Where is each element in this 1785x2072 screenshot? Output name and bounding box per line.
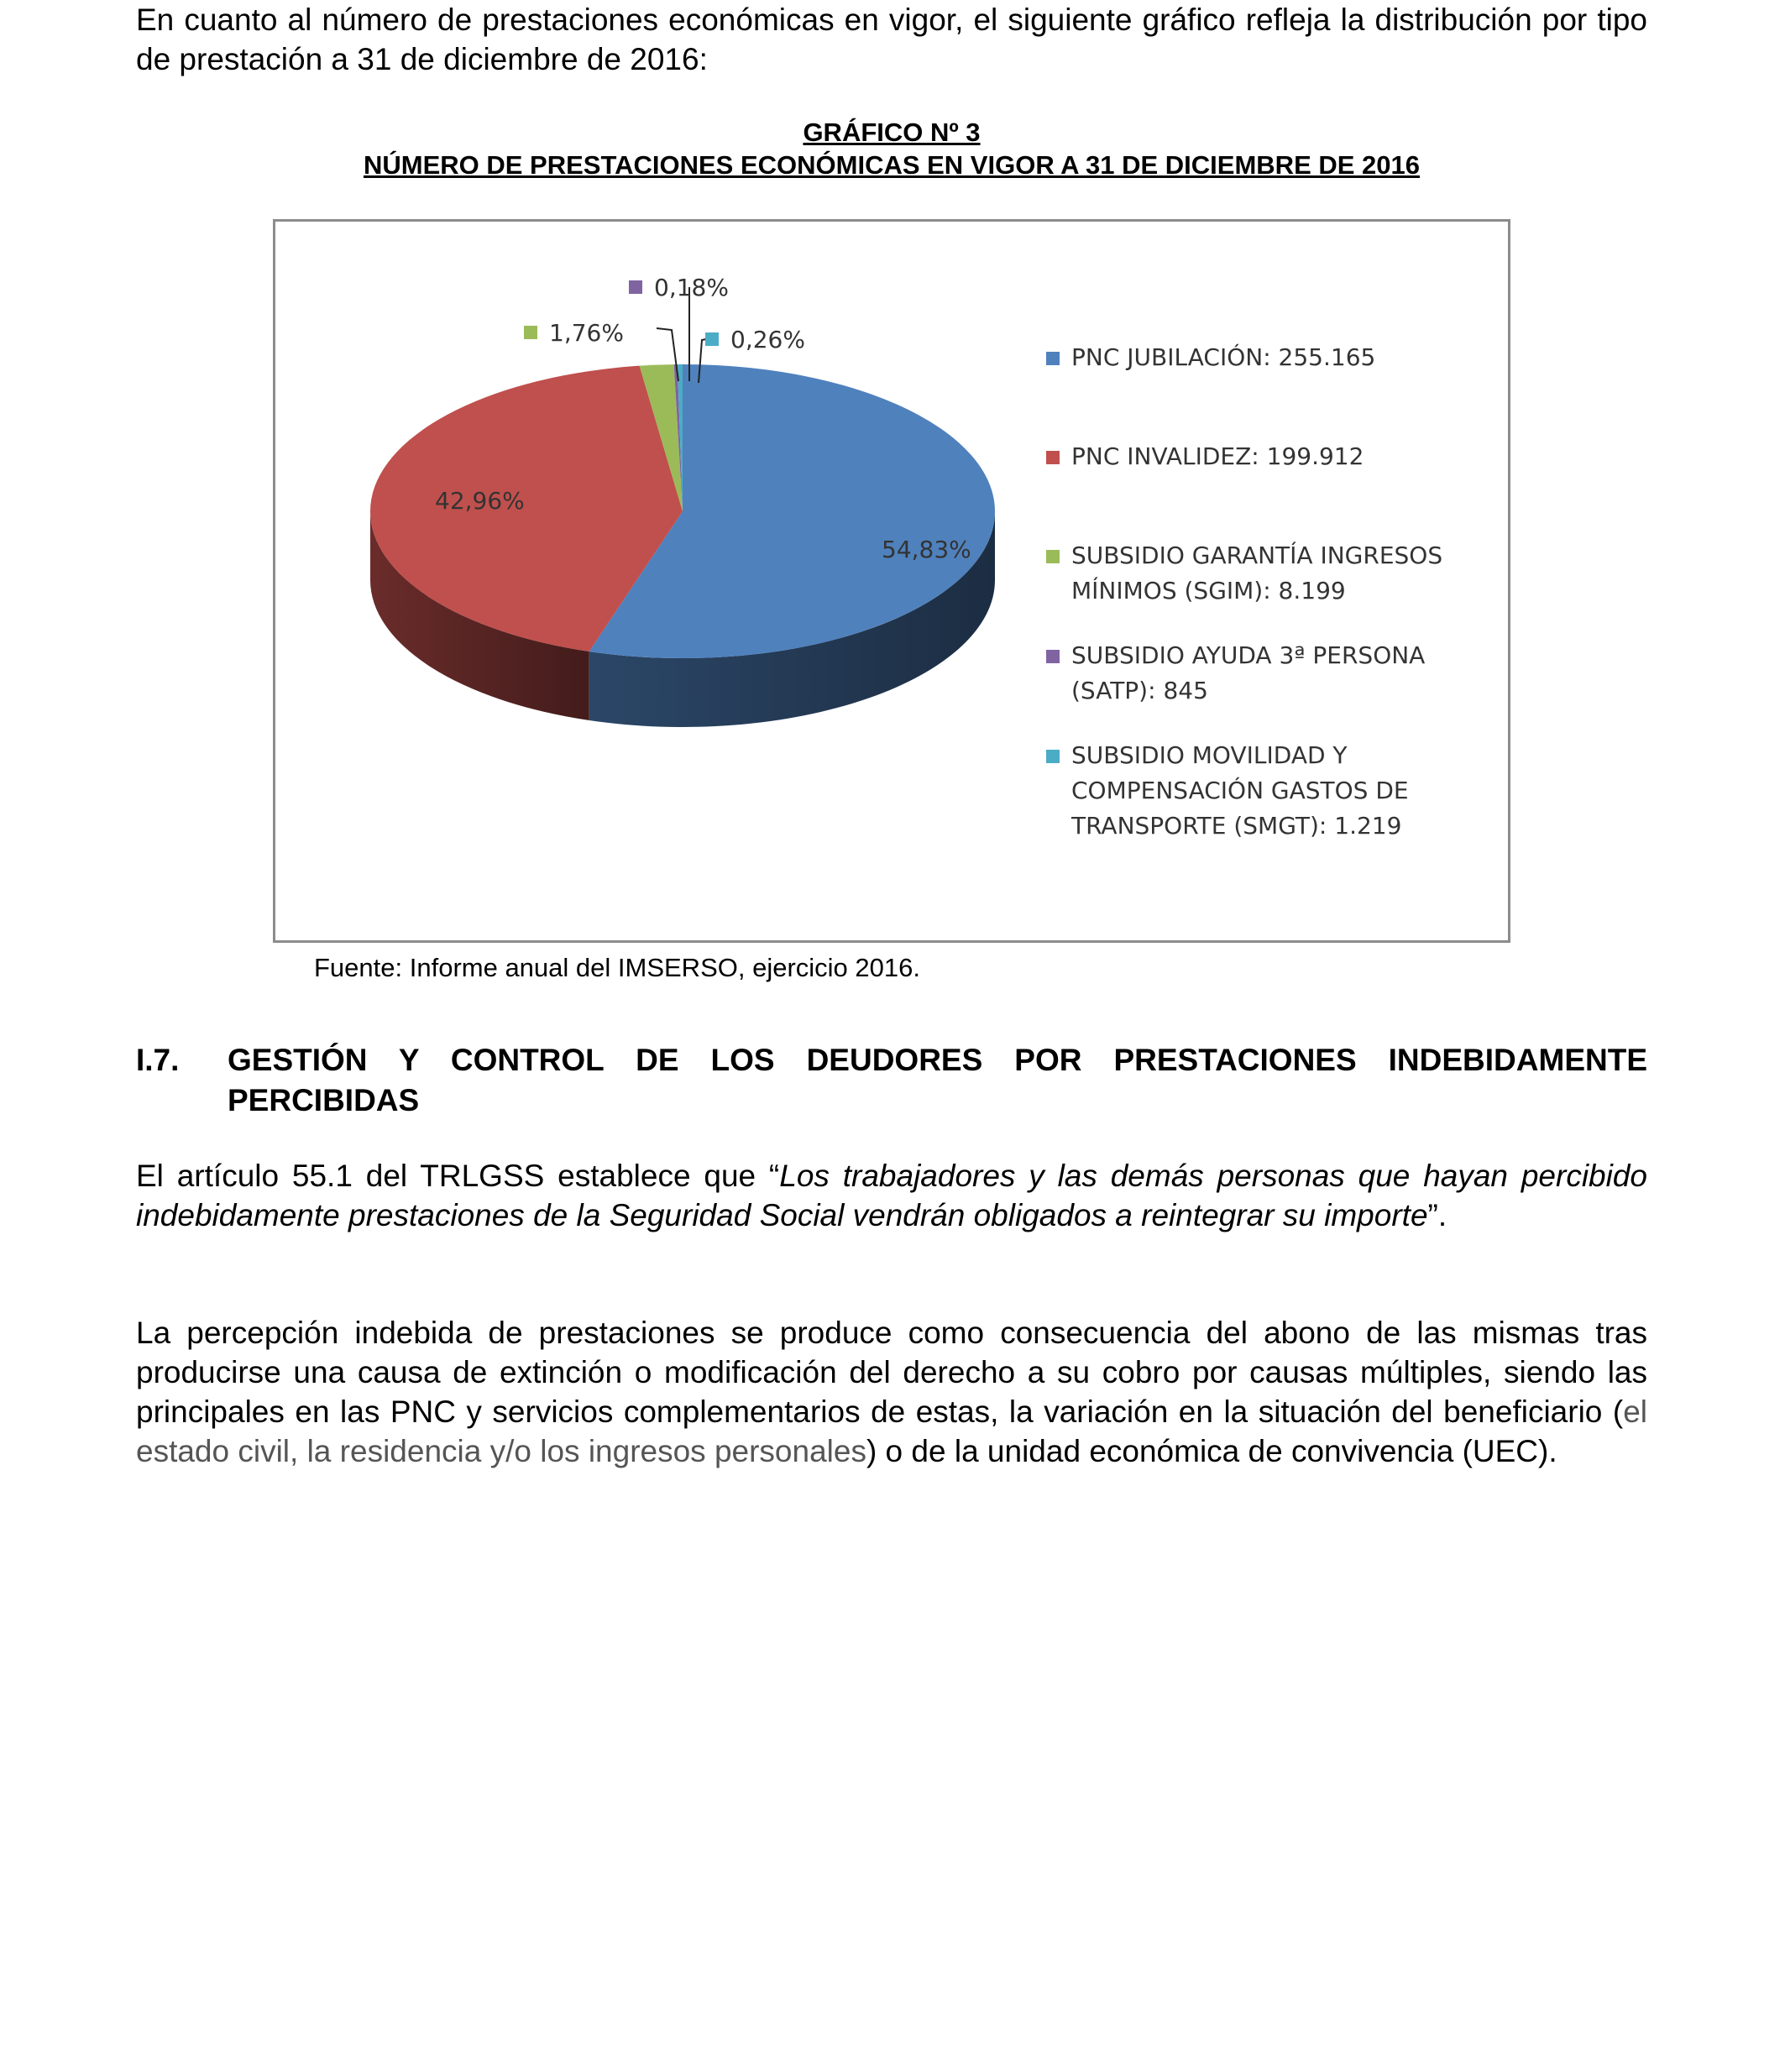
legend-swatch (1046, 750, 1060, 763)
intro-paragraph: En cuanto al número de prestaciones económicas en vigor, el siguiente gráfico refleja la distribución por tipo de prestación a 31 de diciembre de 2016: (136, 3, 1647, 76)
legend-label: SUBSIDIO MOVILIDAD Y COMPENSACIÓN GASTOS DE TRANSPORTE (SMGT): 1.219 (1071, 741, 1409, 840)
legend-swatch (1046, 550, 1060, 563)
legend-item-sgim (1046, 538, 1500, 609)
chart-main-title: NÚMERO DE PRESTACIONES ECONÓMICAS EN VIGOR A 31 DE DICIEMBRE DE 2016 (363, 150, 1420, 180)
percepcion-text-3: ) o de la unidad económica de convivencia (UEC). (866, 1434, 1557, 1468)
legend-swatch (1046, 451, 1060, 464)
legend-item-invalidez (1046, 439, 1500, 474)
section-number: I.7. (136, 1043, 180, 1077)
pct-swatch-sgim (524, 326, 537, 339)
article-quote: Los trabajadores y las demás personas que hayan percibido indebidamente prestaciones de la Seguridad Social vendrán obligados a reintegrar su importe (136, 1159, 1647, 1232)
chart-source: Fuente: Informe anual del IMSERSO, ejercicio 2016. (314, 953, 920, 982)
legend-item-jubilacion (1046, 340, 1500, 375)
article-paragraph (136, 1156, 1647, 1235)
percepcion-text-1: La percepción indebida de prestaciones se produce como consecuencia del abono de las mismas tras producirse una causa de extinción o modificación del derecho a su cobro por causas múltiples, siendo las principales en las PNC y servicios complementarios de estas, la variación en la situación del beneficiario ( (136, 1316, 1647, 1429)
percepcion-text-grey: el estado civil, la residencia y/o los ingresos personales (136, 1394, 1647, 1468)
legend-swatch (1046, 352, 1060, 365)
legend-item-smgt (1046, 738, 1500, 844)
pie-chart (273, 219, 1510, 943)
pct-swatch-satp (629, 280, 642, 294)
pct-label-sgim: 1,76% (524, 319, 624, 347)
chart-number-title: GRÁFICO Nº 3 (803, 118, 981, 147)
pct-label-jubilacion: 54,83% (882, 536, 971, 563)
section-title: GESTIÓN Y CONTROL DE LOS DEUDORES POR PRESTACIONES INDEBIDAMENTE PERCIBIDAS (228, 1043, 1647, 1117)
pct-swatch-smgt (705, 332, 719, 346)
legend-item-satp (1046, 638, 1500, 709)
legend-label: PNC JUBILACIÓN: 255.165 (1071, 343, 1376, 371)
legend-swatch (1046, 650, 1060, 663)
legend-label: SUBSIDIO GARANTÍA INGRESOS MÍNIMOS (SGIM): 8.199 (1071, 542, 1443, 604)
article-text-before: El artículo 55.1 del TRLGSS establece que “ (136, 1159, 780, 1193)
article-text-after: ”. (1427, 1198, 1447, 1232)
percepcion-paragraph (136, 1313, 1647, 1471)
pct-label-smgt: 0,26% (705, 326, 805, 353)
pct-label-invalidez: 42,96% (435, 487, 525, 515)
legend-label: PNC INVALIDEZ: 199.912 (1071, 442, 1364, 470)
pct-label-satp: 0,18% (629, 274, 729, 301)
chart-legend (1046, 340, 1500, 844)
legend-label: SUBSIDIO AYUDA 3ª PERSONA (SATP): 845 (1071, 641, 1426, 704)
